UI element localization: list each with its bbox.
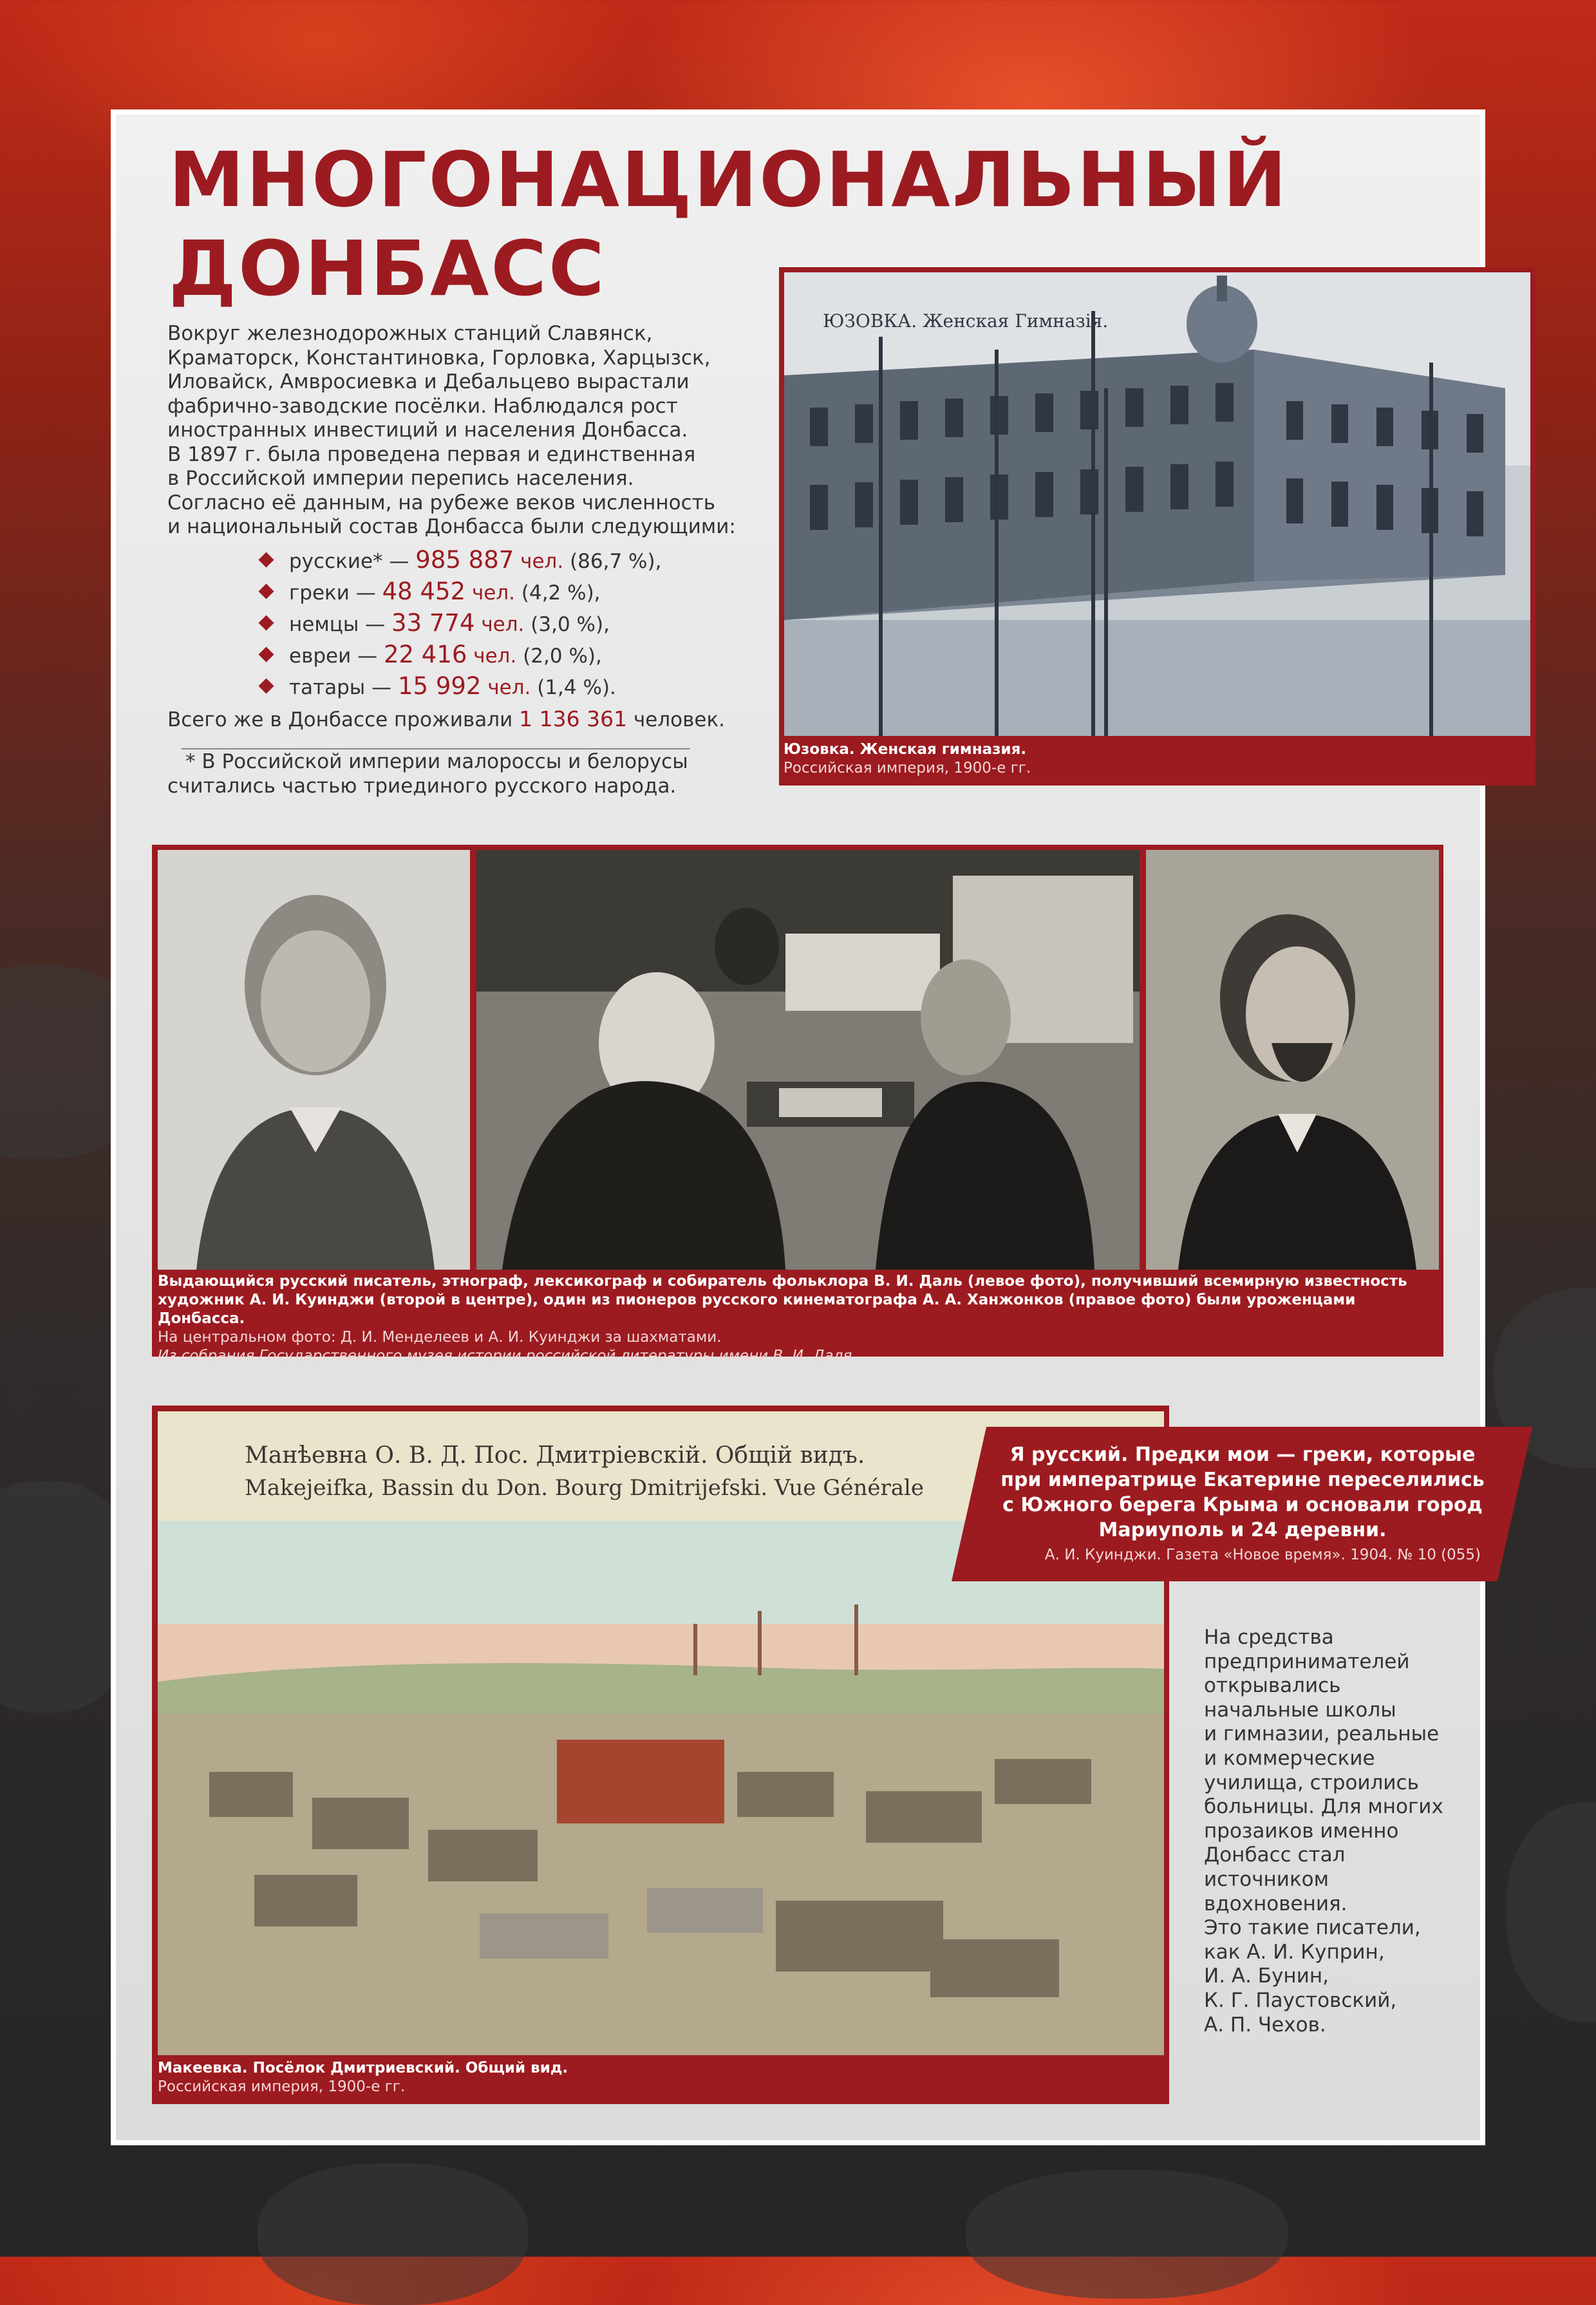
diamond-bullet-icon [258,552,274,567]
census-percent: (4,2 %), [521,581,601,605]
side-paragraph: На средства предпринимателей открывались начальные школы и гимназии, реальные и коммерческие училища, строились больницы. Для многих прозаиков именно Донбасс стал источником вдохновения. Это такие писатели, как А. И. Куприн, И. А. Бунин, К. Г. Паустовский, А. П. Чехов. [1204,1626,1443,2037]
census-count: 33 774 [391,609,475,637]
makeevka-caption: Макеевка. Посёлок Дмитриевский. Общий вид. Российская империя, 1900-е гг. [158,2060,568,2095]
intro-line: и национальный состав Донбасса были следующими: [167,515,736,538]
intro-line: Согласно её данным, на рубеже веков численность [167,491,715,514]
census-percent: (2,0 %), [523,644,602,668]
footnote-divider [182,748,690,749]
portraits-caption: Выдающийся русский писатель, этнограф, лексикограф и собиратель фольклора В. И. Даль (левое фото), получивший всемирную известность художник А. И. Куинджи (второй в центре), один из пионеров русского кинематографа А. А. Ханжонков (правое фото) были уроженцами Донбасса. На центральном фото: Д. И. Менделеев и А. И. Куинджи за шахматами. Из собрания Государственного музея истории российской литературы имени В. И. Даля [158,1273,1407,1364]
census-percent: (86,7 %), [570,550,662,573]
quote-source: А. И. Куинджи. Газета «Новое время». 1904. № 10 (055) [1044,1547,1481,1563]
total-count: 1 136 361 [519,706,628,731]
title-line-1: МНОГОНАЦИОНАЛЬНЫЙ [169,135,1289,224]
intro-line: В 1897 г. была проведена первая и единственная [167,442,696,466]
postcard-title-fr: Makejeifka, Bassin du Don. Bourg Dmitrijefski. Vue Générale [245,1475,925,1501]
census-percent: (3,0 %), [530,613,610,636]
title-line-2: ДОНБАСС [169,224,606,313]
postcard-inscription: ЮЗОВКА. Женская Гимназія. [823,310,1109,332]
kuindzhi-quote: Я русский. Предки мои — греки, которые при императрице Екатерине переселились с Южного берега Крыма и основали город Мариуполь и 24 деревни. [1000,1444,1485,1541]
diamond-bullet-icon [258,646,274,662]
census-count: 985 887 [415,546,514,574]
census-item: немцы — 33 774 чел. (3,0 %), [261,607,661,639]
gymnasium-photo [784,272,1530,736]
diamond-bullet-icon [258,615,274,630]
intro-line: Вокруг железнодорожных станций Славянск, [167,322,653,345]
footnote: * В Российской империи малороссы и белорусы считались частью триединого русского народа. [167,750,688,798]
census-count: 22 416 [383,641,467,668]
postcard-title-ru: Манѣевна О. В. Д. Пос. Дмитріевскій. Общій видъ. [245,1442,865,1469]
intro-line: в Российской империи перепись населения. [167,467,634,490]
census-item: русские* — 985 887 чел. (86,7 %), [261,544,661,576]
census-item: татары — 15 992 чел. (1,4 %). [261,670,661,702]
census-item: евреи — 22 416 чел. (2,0 %), [261,639,661,670]
gymnasium-caption: Юзовка. Женская гимназия. Российская империя, 1900-е гг. [784,741,1031,776]
intro-paragraph [167,322,747,540]
intro-line: фабрично-заводские посёлки. Наблюдался рост [167,394,678,418]
census-count: 15 992 [397,672,482,700]
dal-portrait-photo [158,850,470,1270]
population-total: Всего же в Донбассе проживали 1 136 361 человек. [167,706,726,731]
intro-line: Краматорск, Константиновка, Горловка, Харцызск, [167,346,711,370]
census-list [261,544,661,702]
chess-players-photo [476,850,1140,1270]
diamond-bullet-icon [258,583,274,599]
census-item: греки — 48 452 чел. (4,2 %), [261,576,661,607]
intro-line: иностранных инвестиций и населения Донбасса. [167,419,688,442]
background-rock [966,2170,1288,2299]
intro-line: Иловайск, Амвросиевка и Дебальцево вырастали [167,370,690,393]
diamond-bullet-icon [258,678,274,693]
background-rock [258,2163,528,2305]
khanzhonkov-portrait-photo [1146,850,1439,1270]
census-count: 48 452 [382,578,466,605]
background-rock [1507,1803,1596,2022]
census-percent: (1,4 %). [537,676,616,699]
